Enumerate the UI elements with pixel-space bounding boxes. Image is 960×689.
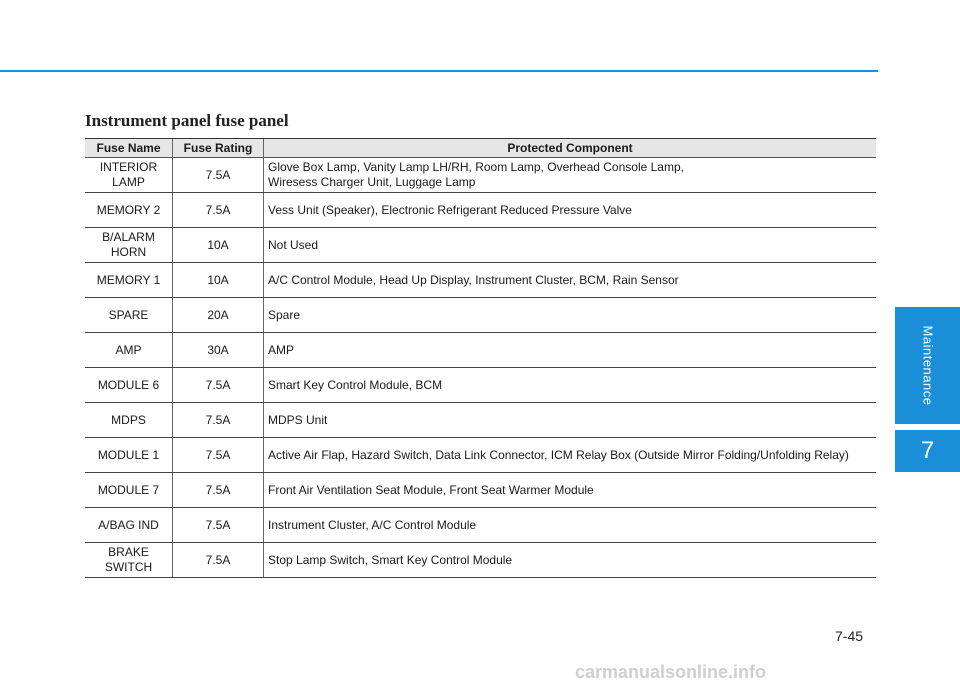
table-row <box>85 333 876 368</box>
table-header-row <box>85 139 876 158</box>
protected-component-cell: MDPS Unit <box>264 403 877 438</box>
protected-component-cell: Active Air Flap, Hazard Switch, Data Link Connector, ICM Relay Box (Outside Mirror Folding/Unfolding Relay) <box>264 438 877 473</box>
fuse-name-cell: SPARE <box>85 298 173 333</box>
page-number: 7-45 <box>835 628 864 644</box>
fuse-name-cell: MODULE 1 <box>85 438 173 473</box>
chapter-number: 7 <box>920 437 935 464</box>
protected-component-cell: Stop Lamp Switch, Smart Key Control Module <box>264 543 877 578</box>
fuse-name-cell: AMP <box>85 333 173 368</box>
table-row <box>85 263 876 298</box>
header-fuse-name: Fuse Name <box>85 139 173 158</box>
fuse-rating-cell: 10A <box>173 263 264 298</box>
protected-component-cell: Instrument Cluster, A/C Control Module <box>264 508 877 543</box>
header-fuse-rating: Fuse Rating <box>173 139 264 158</box>
fuse-name-cell: MEMORY 2 <box>85 193 173 228</box>
table-row <box>85 438 876 473</box>
fuse-rating-cell: 7.5A <box>173 403 264 438</box>
protected-component-cell: Spare <box>264 298 877 333</box>
protected-component-cell: Vess Unit (Speaker), Electronic Refrigerant Reduced Pressure Valve <box>264 193 877 228</box>
table-row <box>85 368 876 403</box>
fuse-rating-cell: 7.5A <box>173 508 264 543</box>
protected-component-cell: Glove Box Lamp, Vanity Lamp LH/RH, Room Lamp, Overhead Console Lamp, Wiresess Charger Unit, Luggage Lamp <box>264 158 877 193</box>
fuse-rating-cell: 7.5A <box>173 438 264 473</box>
table-row <box>85 298 876 333</box>
fuse-name-cell: B/ALARM HORN <box>85 228 173 263</box>
chapter-label <box>895 307 960 424</box>
fuse-table <box>85 138 876 578</box>
table-row <box>85 508 876 543</box>
fuse-name-cell: MDPS <box>85 403 173 438</box>
fuse-name-cell: MODULE 6 <box>85 368 173 403</box>
fuse-rating-cell: 7.5A <box>173 543 264 578</box>
protected-component-cell: Front Air Ventilation Seat Module, Front Seat Warmer Module <box>264 473 877 508</box>
fuse-name-cell: A/BAG IND <box>85 508 173 543</box>
top-rule <box>0 70 878 72</box>
watermark: carmanualsonline.info <box>575 662 767 682</box>
protected-component-cell: Smart Key Control Module, BCM <box>264 368 877 403</box>
table-row <box>85 473 876 508</box>
table-row <box>85 158 876 193</box>
fuse-rating-cell: 7.5A <box>173 473 264 508</box>
fuse-name-cell: MEMORY 1 <box>85 263 173 298</box>
fuse-name-cell: INTERIOR LAMP <box>85 158 173 193</box>
fuse-name-cell: MODULE 7 <box>85 473 173 508</box>
table-row <box>85 228 876 263</box>
fuse-rating-cell: 10A <box>173 228 264 263</box>
fuse-table-body <box>85 158 876 578</box>
table-row <box>85 403 876 438</box>
protected-component-cell: Not Used <box>264 228 877 263</box>
protected-component-cell: AMP <box>264 333 877 368</box>
fuse-rating-cell: 20A <box>173 298 264 333</box>
section-title: Instrument panel fuse panel <box>85 111 289 130</box>
fuse-name-cell: BRAKE SWITCH <box>85 543 173 578</box>
fuse-rating-cell: 7.5A <box>173 368 264 403</box>
table-row <box>85 193 876 228</box>
table-row <box>85 543 876 578</box>
fuse-rating-cell: 30A <box>173 333 264 368</box>
header-protected-component: Protected Component <box>264 139 877 158</box>
chapter-label-text: Maintenance <box>920 325 936 406</box>
fuse-rating-cell: 7.5A <box>173 193 264 228</box>
protected-component-cell: A/C Control Module, Head Up Display, Instrument Cluster, BCM, Rain Sensor <box>264 263 877 298</box>
fuse-rating-cell: 7.5A <box>173 158 264 193</box>
